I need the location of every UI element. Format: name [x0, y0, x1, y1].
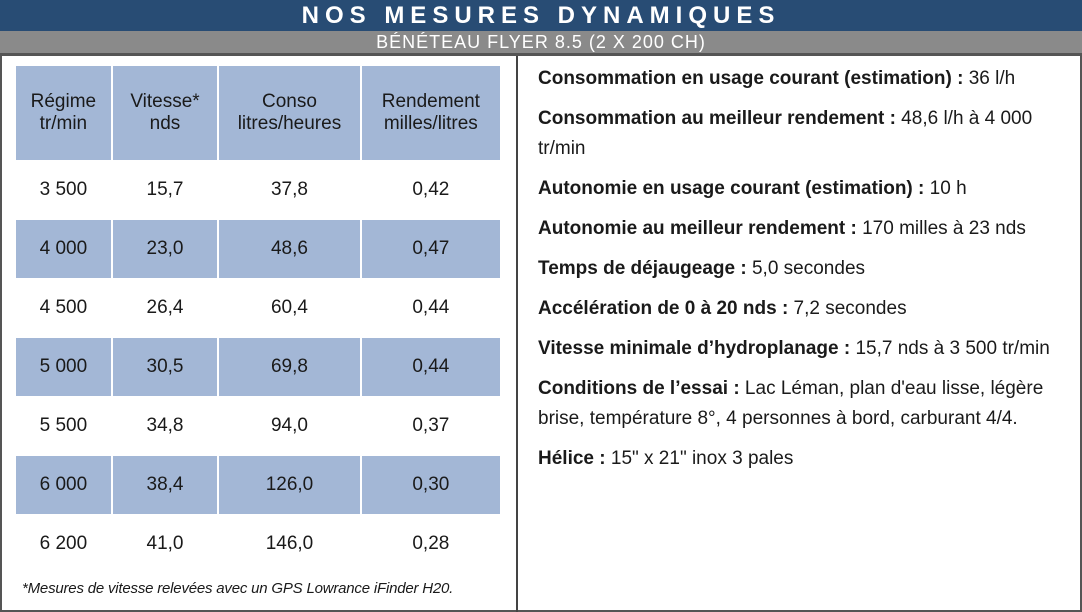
cell-rendement: 0,42 [362, 160, 500, 219]
cell-vitesse: 41,0 [113, 514, 220, 573]
column-header-line: Rendement [381, 91, 480, 112]
spec-value: 170 milles à 23 nds [856, 218, 1026, 239]
spec-acceleration [538, 294, 1068, 324]
cell-conso: 126,0 [219, 455, 361, 514]
performance-table-panel [0, 56, 516, 612]
table-row [16, 337, 500, 396]
cell-conso: 69,8 [219, 337, 361, 396]
spec-autonomie-meilleur-rendement [538, 214, 1068, 244]
table-row [16, 514, 500, 573]
page-subtitle: BÉNÉTEAU FLYER 8.5 (2 X 200 CH) [0, 31, 1082, 53]
cell-rendement: 0,47 [362, 219, 500, 278]
cell-conso: 48,6 [219, 219, 361, 278]
cell-vitesse: 26,4 [113, 278, 220, 337]
spec-value: 36 l/h [963, 68, 1016, 89]
table-row [16, 219, 500, 278]
cell-conso: 37,8 [219, 160, 361, 219]
spec-label: Hélice : [538, 448, 606, 469]
spec-label: Consommation en usage courant (estimation) : [538, 68, 964, 89]
spec-helice [538, 444, 1068, 474]
cell-rendement: 0,37 [362, 396, 500, 455]
spec-value: 7,2 secondes [788, 298, 907, 319]
spec-vitesse-hydroplanage [538, 334, 1068, 364]
table-header-row [16, 66, 500, 160]
spec-value: 15" x 21" inox 3 pales [605, 448, 794, 469]
table-row [16, 278, 500, 337]
performance-table [16, 66, 500, 573]
spec-label: Autonomie en usage courant (estimation) : [538, 178, 925, 199]
column-header-unit: litres/heures [237, 113, 342, 134]
cell-regime: 3 500 [16, 160, 113, 219]
spec-label: Conditions de l’essai : [538, 378, 740, 399]
cell-regime: 4 500 [16, 278, 113, 337]
column-header-vitesse [113, 66, 220, 160]
column-header-unit: tr/min [39, 113, 88, 134]
spec-temps-dejaugeage [538, 254, 1068, 284]
cell-conso: 146,0 [219, 514, 361, 573]
cell-vitesse: 34,8 [113, 396, 220, 455]
specs-list [538, 64, 1068, 484]
spec-value: 10 h [924, 178, 967, 199]
column-header-conso [219, 66, 361, 160]
cell-rendement: 0,30 [362, 455, 500, 514]
cell-vitesse: 38,4 [113, 455, 220, 514]
page-title: NOS MESURES DYNAMIQUES [0, 0, 1082, 31]
column-header-rendement [362, 66, 500, 160]
spec-value: 48,6 l/h à 4 000 tr/min [538, 108, 1033, 159]
spec-autonomie-usage-courant [538, 174, 1068, 204]
column-header-unit: milles/litres [383, 113, 478, 134]
spec-value: 5,0 secondes [746, 258, 866, 279]
spec-label: Temps de déjaugeage : [538, 258, 747, 279]
spec-conditions-essai [538, 374, 1068, 434]
table-footnote: *Mesures de vitesse relevées avec un GPS Lowrance iFinder H20. [22, 580, 454, 597]
table-row [16, 396, 500, 455]
cell-regime: 4 000 [16, 219, 113, 278]
spec-label: Consommation au meilleur rendement : [538, 108, 896, 129]
cell-rendement: 0,28 [362, 514, 500, 573]
cell-vitesse: 30,5 [113, 337, 220, 396]
cell-rendement: 0,44 [362, 337, 500, 396]
spec-value: Lac Léman, plan d'eau lisse, légère brise, température 8°, 4 personnes à bord, carburant 4/4. [538, 378, 1044, 429]
cell-conso: 94,0 [219, 396, 361, 455]
table-row [16, 160, 500, 219]
column-header-unit: nds [149, 113, 181, 134]
spec-conso-meilleur-rendement [538, 104, 1068, 164]
cell-conso: 60,4 [219, 278, 361, 337]
column-header-line: Conso [262, 91, 317, 112]
specs-panel [518, 56, 1082, 612]
cell-regime: 6 200 [16, 514, 113, 573]
spec-label: Accélération de 0 à 20 nds : [538, 298, 789, 319]
cell-rendement: 0,44 [362, 278, 500, 337]
cell-regime: 5 000 [16, 337, 113, 396]
cell-vitesse: 15,7 [113, 160, 220, 219]
column-header-regime [16, 66, 113, 160]
cell-regime: 5 500 [16, 396, 113, 455]
spec-label: Autonomie au meilleur rendement : [538, 218, 857, 239]
spec-conso-usage-courant [538, 64, 1068, 94]
spec-label: Vitesse minimale d’hydroplanage : [538, 338, 851, 359]
column-header-line: Vitesse* [130, 91, 200, 112]
cell-vitesse: 23,0 [113, 219, 220, 278]
cell-regime: 6 000 [16, 455, 113, 514]
table-row [16, 455, 500, 514]
column-header-line: Régime [30, 91, 97, 112]
spec-value: 15,7 nds à 3 500 tr/min [850, 338, 1050, 359]
